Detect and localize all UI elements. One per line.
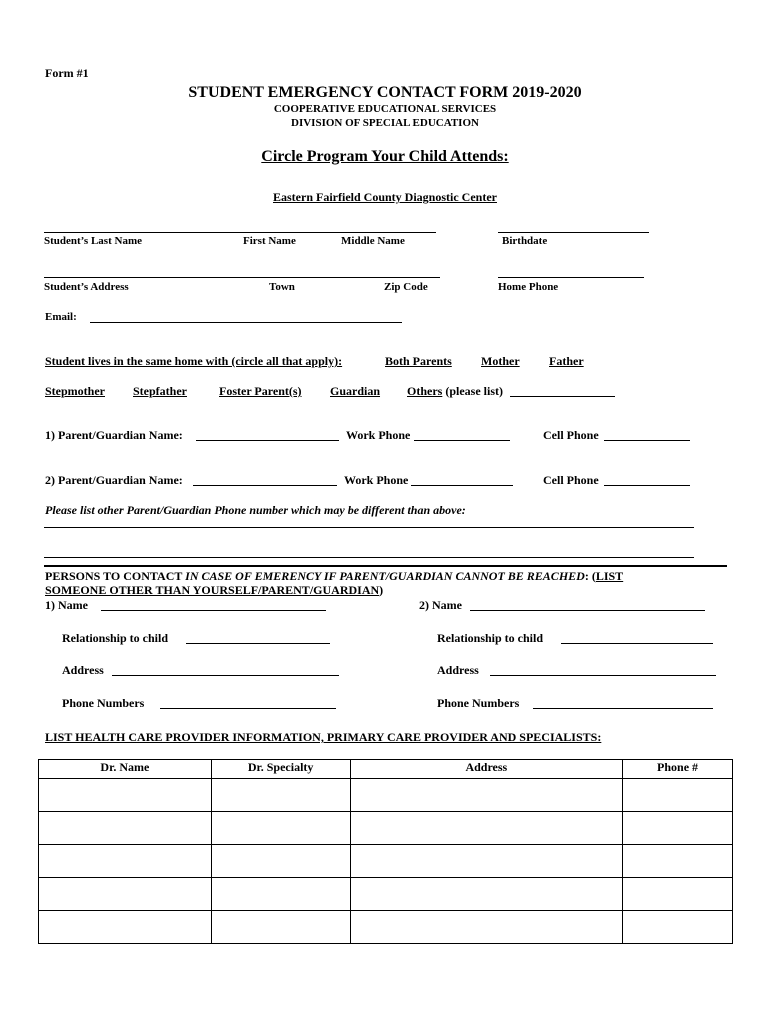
table-cell[interactable] (623, 845, 733, 878)
contacts-heading-line1 (45, 570, 623, 582)
contact1-relationship-label: Relationship to child (62, 631, 169, 645)
table-cell[interactable] (623, 779, 733, 812)
form-title: STUDENT EMERGENCY CONTACT FORM 2019-2020 (188, 84, 582, 101)
table-cell[interactable] (39, 878, 212, 911)
student-address-line[interactable] (44, 277, 440, 278)
option-father[interactable]: Father (549, 354, 584, 368)
section-divider (44, 565, 727, 567)
option-stepmother[interactable]: Stepmother (45, 384, 105, 398)
guardian1-work-label: Work Phone (346, 428, 411, 442)
guardian1-name-line[interactable] (196, 440, 339, 441)
student-name-line[interactable] (44, 232, 436, 233)
col-address: Address (350, 760, 623, 779)
home-phone-label: Home Phone (498, 281, 559, 293)
other-phone-note-text: Please list other Parent/Guardian Phone number which may be different than above: (45, 503, 466, 517)
contacts-heading-start: PERSONS TO CONTACT (45, 569, 183, 583)
town-label: Town (269, 281, 295, 293)
table-cell[interactable] (211, 845, 350, 878)
table-cell[interactable] (350, 878, 623, 911)
guardian1-cell-line[interactable] (604, 440, 690, 441)
table-cell[interactable] (623, 911, 733, 944)
contact1-name-label: 1) Name (45, 598, 88, 612)
birthdate-line[interactable] (498, 232, 649, 233)
guardian2-cell-label: Cell Phone (543, 473, 599, 487)
table-cell[interactable] (211, 911, 350, 944)
table-row (39, 779, 733, 812)
middle-name-label: Middle Name (341, 235, 405, 247)
guardian1-work-line[interactable] (414, 440, 510, 441)
table-cell[interactable] (39, 812, 212, 845)
guardian1-cell-label: Cell Phone (543, 428, 599, 442)
table-cell[interactable] (350, 779, 623, 812)
contacts-heading-italic: IN CASE OF EMERENCY IF PARENT/GUARDIAN CANNOT BE REACHED (185, 569, 585, 583)
guardian2-cell-line[interactable] (604, 485, 690, 486)
contact2-name-label: 2) Name (419, 598, 462, 612)
contacts-heading-list: LIST (595, 569, 624, 583)
guardian2-work-label: Work Phone (344, 473, 409, 487)
contacts-heading-line2 (45, 584, 383, 596)
provider-heading: LIST HEALTH CARE PROVIDER INFORMATION, PRIMARY CARE PROVIDER AND SPECIALISTS: (45, 730, 602, 744)
contact1-address-label: Address (62, 663, 104, 677)
table-row (39, 878, 733, 911)
contact2-name-line[interactable] (470, 610, 705, 611)
guardian2-name-label: 2) Parent/Guardian Name: (45, 473, 183, 487)
contact1-relationship-line[interactable] (186, 643, 330, 644)
table-cell[interactable] (39, 911, 212, 944)
birthdate-label: Birthdate (502, 235, 548, 247)
option-others: Others (407, 384, 443, 398)
table-cell[interactable] (39, 845, 212, 878)
zip-label: Zip Code (384, 281, 428, 293)
guardian2-name-line[interactable] (193, 485, 337, 486)
table-row (39, 911, 733, 944)
contact2-address-label: Address (437, 663, 479, 677)
table-cell[interactable] (350, 911, 623, 944)
program-name-text: Eastern Fairfield County Diagnostic Center (273, 190, 497, 204)
col-dr-specialty: Dr. Specialty (211, 760, 350, 779)
col-dr-name: Dr. Name (39, 760, 212, 779)
email-label: Email: (45, 311, 77, 323)
program-heading: Circle Program Your Child Attends: (261, 148, 509, 165)
contact1-address-line[interactable] (112, 675, 339, 676)
table-cell[interactable] (211, 812, 350, 845)
option-stepfather[interactable]: Stepfather (133, 384, 187, 398)
form-number: Form #1 (45, 66, 89, 80)
table-row (39, 845, 733, 878)
table-cell[interactable] (350, 845, 623, 878)
contact2-phone-label: Phone Numbers (437, 696, 520, 710)
contact2-phone-line[interactable] (533, 708, 713, 709)
contact1-phone-line[interactable] (160, 708, 336, 709)
contacts-heading-colon: : ( (584, 569, 596, 583)
other-phone-line-1[interactable] (44, 527, 694, 528)
contact1-phone-label: Phone Numbers (62, 696, 145, 710)
table-cell[interactable] (623, 812, 733, 845)
option-others-group[interactable] (407, 385, 503, 397)
option-both-parents[interactable]: Both Parents (385, 354, 452, 368)
guardian2-work-line[interactable] (411, 485, 513, 486)
first-name-label: First Name (243, 235, 296, 247)
address-label: Student’s Address (44, 281, 129, 293)
contact2-relationship-line[interactable] (561, 643, 713, 644)
table-cell[interactable] (350, 812, 623, 845)
contacts-heading-line2-text: SOMEONE OTHER THAN YOURSELF/PARENT/GUARDIAN (45, 583, 380, 597)
option-guardian[interactable]: Guardian (330, 384, 381, 398)
provider-header-row (39, 760, 733, 779)
contacts-heading-close: ) (379, 583, 384, 597)
contact2-address-line[interactable] (490, 675, 716, 676)
last-name-label: Student’s Last Name (44, 235, 142, 247)
guardian1-name-label: 1) Parent/Guardian Name: (45, 428, 183, 442)
program-name[interactable] (0, 191, 770, 203)
others-suffix: (please list) (445, 384, 503, 398)
provider-table (38, 759, 733, 944)
others-line[interactable] (510, 396, 615, 397)
table-cell[interactable] (211, 878, 350, 911)
table-row (39, 812, 733, 845)
org-line-1: COOPERATIVE EDUCATIONAL SERVICES (273, 103, 497, 115)
option-mother[interactable]: Mother (481, 354, 520, 368)
table-cell[interactable] (211, 779, 350, 812)
other-phone-line-2[interactable] (44, 557, 694, 558)
contact1-name-line[interactable] (101, 610, 326, 611)
table-cell[interactable] (39, 779, 212, 812)
col-phone: Phone # (623, 760, 733, 779)
other-phone-note (45, 504, 466, 516)
lives-with-prompt: Student lives in the same home with (circle all that apply): (45, 354, 343, 368)
email-line[interactable] (90, 322, 402, 323)
home-phone-line[interactable] (498, 277, 644, 278)
option-foster-parents[interactable]: Foster Parent(s) (219, 384, 302, 398)
contact2-relationship-label: Relationship to child (437, 631, 544, 645)
org-line-2: DIVISION OF SPECIAL EDUCATION (291, 117, 479, 129)
table-cell[interactable] (623, 878, 733, 911)
